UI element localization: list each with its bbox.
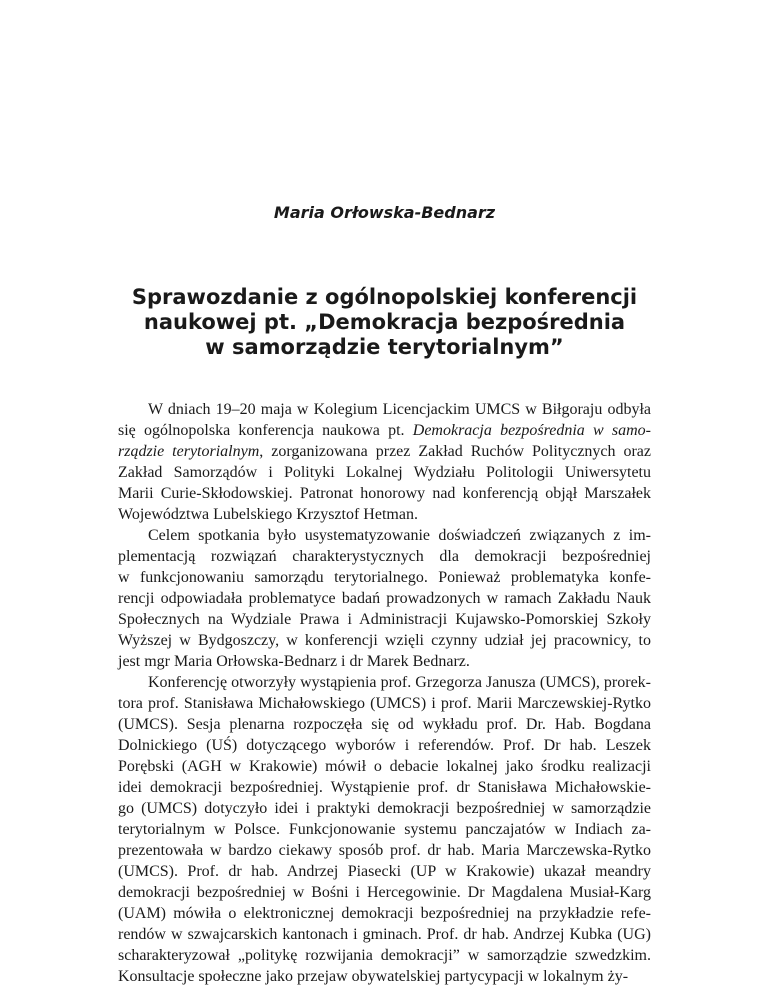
body-line: rencji odpowiadała problematyce badań prowadzonych w ramach Zakładu Nauk	[118, 590, 651, 607]
body-line: Wyższej w Bydgoszczy, w konferencji wzięli czynny udział jej pracownicy, to	[118, 632, 651, 649]
body-line: jest mgr Maria Orłowska-Bednarz i dr Marek Bednarz.	[118, 653, 470, 670]
body-line: Porębski (AGH w Krakowie) mówił o debacie lokalnej jako środku realizacji	[118, 758, 651, 775]
body-line: (UMCS). Prof. dr hab. Andrzej Piasecki (UP w Krakowie) ukazał meandry	[118, 863, 651, 880]
body-line: Konferencję otworzyły wystąpienia prof. Grzegorza Janusza (UMCS), prorek-	[148, 674, 651, 691]
body-line: (UMCS). Sesja plenarna rozpoczęła się od wykładu prof. Dr. Hab. Bogdana	[118, 716, 651, 733]
body-line: rendów w szwajcarskich kantonach i gminach. Prof. dr hab. Andrzej Kubka (UG)	[118, 926, 651, 943]
body-line: się ogólnopolska konferencja naukowa pt. Demokracja bezpośrednia w samo-	[118, 422, 651, 439]
body-line: Dolnickiego (UŚ) dotyczącego wyborów i referendów. Prof. Dr hab. Leszek	[118, 737, 651, 754]
body-line: Marii Curie-Skłodowskiej. Patronat honorowy nad konferencją objął Marszałek	[118, 485, 651, 502]
body-line: terytorialnym w Polsce. Funkcjonowanie systemu panczajatów w Indiach za-	[118, 821, 651, 838]
body-line: Społecznych na Wydziale Prawa i Administracji Kujawsko-Pomorskiej Szkoły	[118, 611, 651, 628]
title-line: naukowej pt. „Demokracja bezpośrednia	[143, 310, 626, 334]
article-title	[118, 285, 651, 360]
body-line: plementacją rozwiązań charakterystycznych dla demokracji bezpośredniej	[118, 548, 651, 565]
body-line: rządzie terytorialnym, zorganizowana przez Zakład Ruchów Politycznych oraz	[118, 443, 651, 460]
body-line: go (UMCS) dotyczyło idei i praktyki demokracji bezpośredniej w samorządzie	[118, 800, 651, 817]
body-line: Celem spotkania było usystematyzowanie doświadczeń związanych z im-	[148, 527, 651, 544]
body-line: prezentowała w bardzo ciekawy sposób prof. dr hab. Maria Marczewska-Rytko	[118, 842, 651, 859]
body-line: (UAM) mówiła o elektronicznej demokracji bezpośredniej na przykładzie refe-	[118, 905, 651, 922]
body-line: demokracji bezpośredniej w Bośni i Hercegowinie. Dr Magdalena Musiał-Karg	[118, 884, 651, 901]
body-line: Województwa Lubelskiego Krzysztof Hetman.	[118, 506, 418, 523]
body-line: Zakład Samorządów i Polityki Lokalnej Wydziału Politologii Uniwersytetu	[118, 464, 651, 481]
body-line: W dniach 19–20 maja w Kolegium Licencjackim UMCS w Biłgoraju odbyła	[148, 401, 651, 418]
title-line: w samorządzie terytorialnym”	[205, 335, 564, 359]
body-line: w funkcjonowaniu samorządu terytorialnego. Ponieważ problematyka konfe-	[118, 569, 651, 586]
article-body	[118, 399, 651, 987]
body-line: scharakteryzował „politykę rozwijania demokracji” w samorządzie szwedzkim.	[118, 947, 651, 964]
body-line: Konsultacje społeczne jako przejaw obywatelskiej partycypacji w lokalnym ży-	[118, 968, 629, 985]
body-line: idei demokracji bezpośredniej. Wystąpienie prof. dr Stanisława Michałowskie-	[118, 779, 651, 796]
author-name: Maria Orłowska-Bednarz	[273, 203, 496, 222]
title-line: Sprawozdanie z ogólnopolskiej konferencji	[131, 285, 638, 309]
body-line: tora prof. Stanisława Michałowskiego (UMCS) i prof. Marii Marczewskiej-Rytko	[118, 695, 651, 712]
